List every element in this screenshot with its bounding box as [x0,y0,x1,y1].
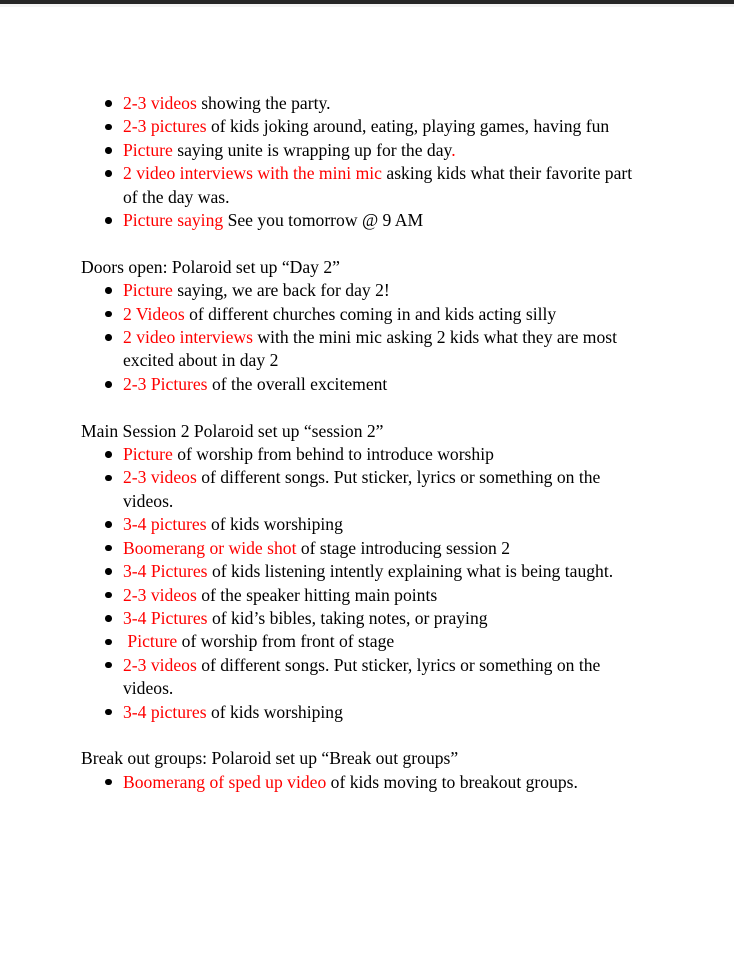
bullet-text [123,560,649,583]
bullet-text-segment: of kid’s bibles, taking notes, or praying [207,607,488,628]
bullet-text-segment: 3-4 Pictures [123,561,208,582]
bullet-icon [105,513,123,528]
bullet-text-segment: . [451,139,456,160]
document-body [81,92,734,794]
bullet-text-segment: 2-3 videos [123,467,197,488]
bullet-text-segment: of different songs. Put sticker, lyrics or something on the videos. [123,654,605,699]
bullet-text [123,654,649,701]
bullet-item [105,630,734,653]
document-page [0,7,734,794]
document-section [81,747,734,794]
bullet-list [81,443,734,724]
bullet-text-segment: See you tomorrow @ 9 AM [223,210,424,231]
bullet-text [123,537,649,560]
bullet-text-segment: of different songs. Put sticker, lyrics or something on the videos. [123,467,605,511]
bullet-text [123,443,649,466]
bullet-text-segment: 2-3 pictures [123,116,207,137]
document-section [81,92,734,232]
bullet-icon [105,139,123,154]
bullet-text-segment: of kids worshiping [206,514,343,535]
bullet-icon [105,560,123,575]
bullet-text-segment: Picture [123,139,173,160]
bullet-icon [105,373,123,388]
bullet-text-segment: of stage introducing session 2 [296,537,511,558]
bullet-text-segment: 3-4 pictures [123,514,207,535]
section-heading: Main Session 2 Polaroid set up “session 2” [81,420,384,441]
bullet-icon [105,607,123,622]
bullet-item [105,560,734,583]
bullet-item [105,279,734,302]
bullet-text-segment: Boomerang of sped up video [123,771,327,792]
bullet-item [105,771,734,794]
bullet-icon [105,279,123,294]
bullet-item [105,92,734,115]
bullet-list [81,771,734,794]
bullet-item [105,654,734,701]
bullet-icon [105,303,123,318]
document-section [81,256,734,396]
bullet-text-segment: of the overall excitement [207,373,388,394]
bullet-text-segment: saying unite is wrapping up for the day [172,139,452,160]
bullet-icon [105,209,123,224]
bullet-text-segment: of kids moving to breakout groups. [326,771,578,792]
bullet-text-segment: 3-4 Pictures [123,607,208,628]
bullet-icon [105,701,123,716]
bullet-text-segment: 2-3 videos [123,654,197,675]
bullet-item [105,209,734,232]
bullet-text-segment: 2-3 videos [123,93,197,113]
bullet-text-segment: of different churches coming in and kids acting silly [184,303,557,324]
bullet-text-segment: Picture [123,444,173,465]
bullet-text-segment: 2 Videos [123,303,185,324]
bullet-item [105,584,734,607]
bullet-item [105,162,734,209]
bullet-text [123,92,649,115]
bullet-text-segment: 2-3 videos [123,584,197,605]
bullet-icon [105,584,123,599]
bullet-text-segment: of kids joking around, eating, playing games, having fun [206,116,610,137]
bullet-text-segment: 2-3 Pictures [123,373,208,394]
bullet-text [123,630,649,653]
bullet-text-segment: showing the party. [196,93,331,113]
bullet-text [123,303,649,326]
bullet-item [105,607,734,630]
bullet-text [123,607,649,630]
bullet-icon [105,92,123,107]
bullet-text [123,162,649,209]
bullet-text-segment: Picture [123,631,178,652]
bullet-icon [105,115,123,130]
bullet-icon [105,654,123,669]
bullet-text [123,326,649,373]
bullet-text [123,771,649,794]
bullet-text-segment: Picture saying [123,210,224,231]
bullet-text [123,209,649,232]
bullet-text-segment: of worship from behind to introduce worship [172,444,494,465]
bullet-text [123,139,649,162]
bullet-text [123,279,649,302]
document-section [81,420,734,724]
bullet-item [105,701,734,724]
bullet-icon [105,326,123,341]
bullet-icon [105,630,123,645]
bullet-icon [105,537,123,552]
bullet-text-segment: Boomerang or wide shot [123,537,297,558]
bullet-item [105,303,734,326]
bullet-text-segment: 2 video interviews with the mini mic [123,163,382,184]
bullet-text [123,701,649,724]
bullet-text [123,584,649,607]
bullet-text [123,373,649,396]
bullet-text [123,115,649,138]
bullet-list [81,92,734,232]
bullet-text-segment: asking kids what their favorite part of the day was. [123,163,637,207]
bullet-item [105,443,734,466]
bullet-item [105,326,734,373]
bullet-item [105,373,734,396]
bullet-text-segment: of kids worshiping [206,701,343,722]
bullet-text-segment: 3-4 pictures [123,701,207,722]
section-heading: Break out groups: Polaroid set up “Break out groups” [81,748,459,769]
section-heading: Doors open: Polaroid set up “Day 2” [81,256,340,277]
bullet-item [105,139,734,162]
bullet-icon [105,466,123,481]
bullet-icon [105,162,123,177]
bullet-text-segment: of the speaker hitting main points [196,584,438,605]
bullet-list [81,279,734,396]
bullet-item [105,513,734,536]
bullet-icon [105,771,123,786]
bullet-text-segment: 2 video interviews [123,327,253,348]
bullet-icon [105,443,123,458]
bullet-item [105,537,734,560]
bullet-item [105,466,734,513]
bullet-text-segment: of worship from front of stage [177,631,395,652]
bullet-text-segment: Picture [123,280,173,301]
bullet-text [123,513,649,536]
bullet-text-segment: of kids listening intently explaining what is being taught. [207,561,614,582]
bullet-text-segment: saying, we are back for day 2! [172,280,390,301]
bullet-text [123,466,649,513]
bullet-item [105,115,734,138]
bullet-text-segment: with the mini mic asking 2 kids what they are most excited about in day 2 [123,327,622,371]
